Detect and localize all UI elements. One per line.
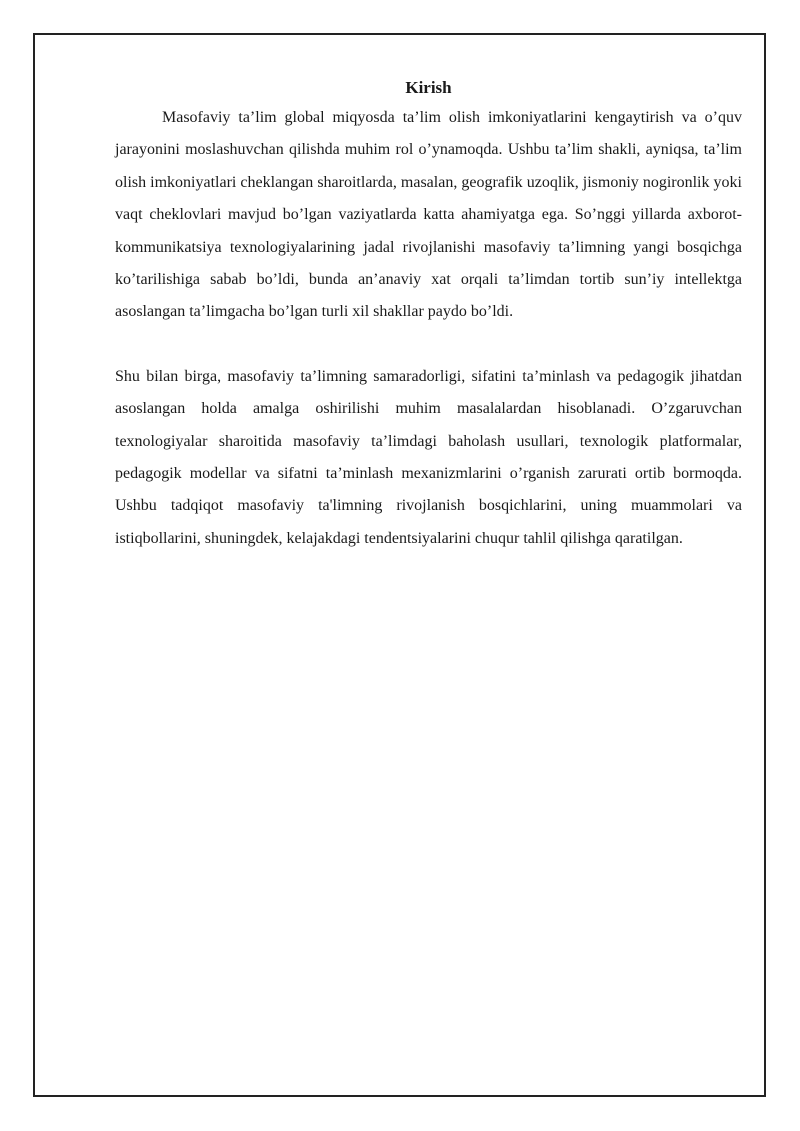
paragraph-1: Masofaviy ta’lim global miqyosda ta’lim olish imkoniyatlarini kengaytirish va o’quv jarayonini moslashuvchan qilishda muhim rol o’ynamoqda. Ushbu ta’lim shakli, ayniqsa, ta’lim olish imkoniyatlari cheklangan sharoitlarda, masalan, geografik uzoqlik, jismoniy nogironlik yoki vaqt cheklovlari mavjud bo’lgan vaziyatlarda katta ahamiyatga ega. So’nggi yillarda axborot-kommunikatsiya texnologiyalarining jadal rivojlanishi masofaviy ta’limning yangi bosqichga ko’tarilishiga sabab bo’ldi, bunda an’anaviy xat orqali ta’limdan tortib sun’iy intellektga asoslangan ta’limgacha bo’lgan turli xil shakllar paydo bo’ldi. [115,109,742,321]
paragraph-spacer [115,329,742,361]
paragraph-2: Shu bilan birga, masofaviy ta’limning samaradorligi, sifatini ta’minlash va pedagogik jihatdan asoslangan holda amalga oshirilishi muhim masalalardan hisoblanadi. O’zgaruvchan texnologiyalar sharoitida masofaviy ta’limdagi baholash usullari, texnologik platformalar, pedagogik modellar va sifatni ta’minlash mexanizmlarini o’rganish zarurati ortib bormoqda. Ushbu tadqiqot masofaviy ta'limning rivojlanish bosqichlarini, uning muammolari va istiqbollarini, shuningdek, kelajakdagi tendentsiyalarini chuqur tahlil qilishga qaratilgan. [115,367,742,547]
document-title: Kirish [405,78,452,97]
document-body [115,76,742,555]
